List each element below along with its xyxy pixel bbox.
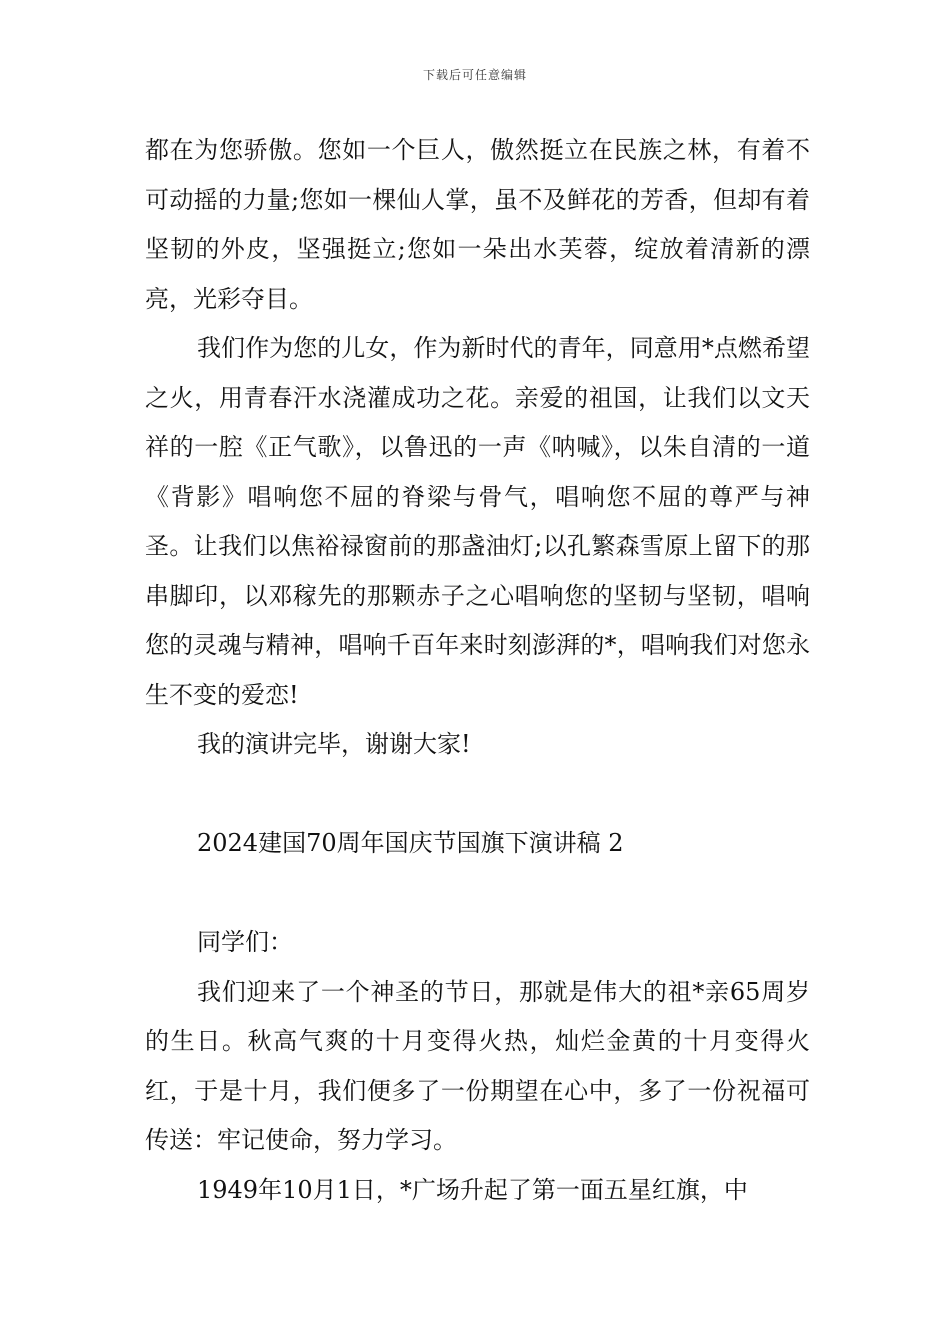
paragraph: 1949年10月1日，*广场升起了第一面五星红旗，中 — [197, 1175, 748, 1204]
blank-line — [145, 869, 810, 919]
section-title: 2024建国70周年国庆节国旗下演讲稿 2 — [197, 829, 624, 857]
blank-line — [145, 770, 810, 820]
page-header: 下载后可任意编辑 — [422, 68, 527, 82]
paragraph: 我们作为您的儿女，作为新时代的青年，同意用*点燃希望之火，用青春汗水浇灌成功之花。亲爱的祖国，让我们以文天祥的一腔《正气歌》，以鲁迅的一声《呐喊》，以朱自清的一道《背影》唱响您不屈的脊梁与骨气，唱响您不屈的尊严与神圣。让我们以焦裕禄窗前的那盏油灯;以孔繁森雪原上留下的那串脚印，以邓稼先的那颗赤子之心唱响您的坚韧与坚韧，唱响您的灵魂与精神，唱响千百年来时刻澎湃的*，唱响我们对您永生不变的爱恋! — [145, 334, 810, 709]
paragraph: 我们迎来了一个神圣的节日，那就是伟大的祖*亲65周岁的生日。秋高气爽的十月变得火热，灿烂金黄的十月变得火红，于是十月，我们便多了一份期望在心中，多了一份祝福可传送：牢记使命，努力学习。 — [145, 977, 810, 1154]
paragraph: 我的演讲完毕，谢谢大家! — [197, 730, 471, 758]
paragraph: 同学们： — [197, 928, 293, 956]
document-body — [145, 126, 810, 1215]
paragraph: 都在为您骄傲。您如一个巨人，傲然挺立在民族之林，有着不可动摇的力量;您如一棵仙人掌，虽不及鲜花的芳香，但却有着坚韧的外皮，坚强挺立;您如一朵出水芙蓉，绽放着清新的漂亮，光彩夺目。 — [145, 136, 810, 313]
